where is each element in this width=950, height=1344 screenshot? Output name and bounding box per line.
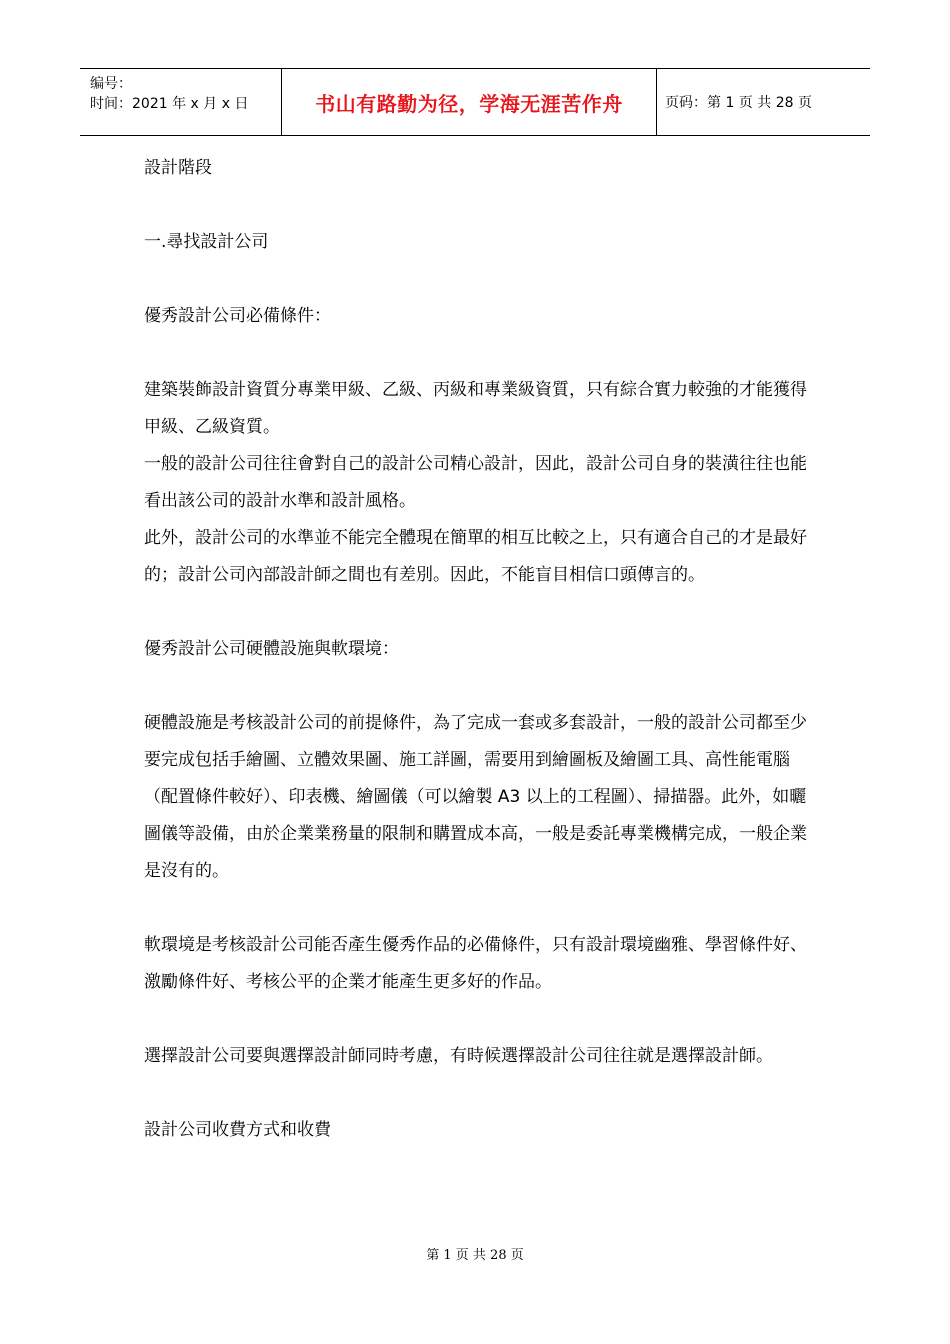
paragraph: 選擇設計公司要與選擇設計師同時考慮，有時候選擇設計公司往往就是選擇設計師。 (144, 1046, 773, 1066)
page-footer: 第 1 页 共 28 页 (426, 1248, 524, 1263)
paragraph: 軟環境是考核設計公司能否產生優秀作品的必備條件，只有設計環境幽雅、學習條件好、激勵條件好、考核公平的企業才能產生更多好的作品。 (144, 935, 807, 992)
section-heading: 一.尋找設計公司 (144, 232, 269, 252)
subheading: 優秀設計公司必備條件： (144, 306, 331, 326)
subheading: 設計公司收費方式和收費 (144, 1120, 331, 1140)
header-motto: 书山有路勤为径，学海无涯苦作舟 (281, 68, 657, 136)
paragraph: 建築裝飾設計資質分專業甲級、乙級、丙級和專業級資質，只有綜合實力較強的才能獲得甲級、乙級資質。 (144, 380, 807, 437)
number-label: 编号： (90, 76, 132, 92)
document-body (144, 150, 814, 1149)
subheading: 優秀設計公司硬體設施與軟環境： (144, 639, 399, 659)
document-title: 設計階段 (144, 158, 212, 178)
paragraph: 硬體設施是考核設計公司的前提條件，為了完成一套或多套設計，一般的設計公司都至少要完成包括手繪圖、立體效果圖、施工詳圖，需要用到繪圖板及繪圖工具、高性能電腦（配置條件較好）、印表機、繪圖儀（可以繪製 A3 以上的工程圖）、掃描器。此外，如曬圖儀等設備，由於企業業務量的限制和購置成本高，一般是委託專業機構完成，一般企業是沒有的。 (144, 713, 807, 881)
page-header (80, 68, 870, 136)
paragraph: 一般的設計公司往往會對自己的設計公司精心設計，因此，設計公司自身的裝潢往往也能看出該公司的設計水準和設計風格。 (144, 454, 807, 511)
paragraph: 此外，設計公司的水準並不能完全體現在簡單的相互比較之上，只有適合自己的才是最好的；設計公司內部設計師之間也有差別。因此，不能盲目相信口頭傳言的。 (144, 528, 807, 585)
header-page-info: 页码：第 1 页 共 28 页 (665, 95, 812, 111)
header-left (90, 74, 248, 114)
date-label: 时间：2021 年 x 月 x 日 (90, 96, 249, 112)
